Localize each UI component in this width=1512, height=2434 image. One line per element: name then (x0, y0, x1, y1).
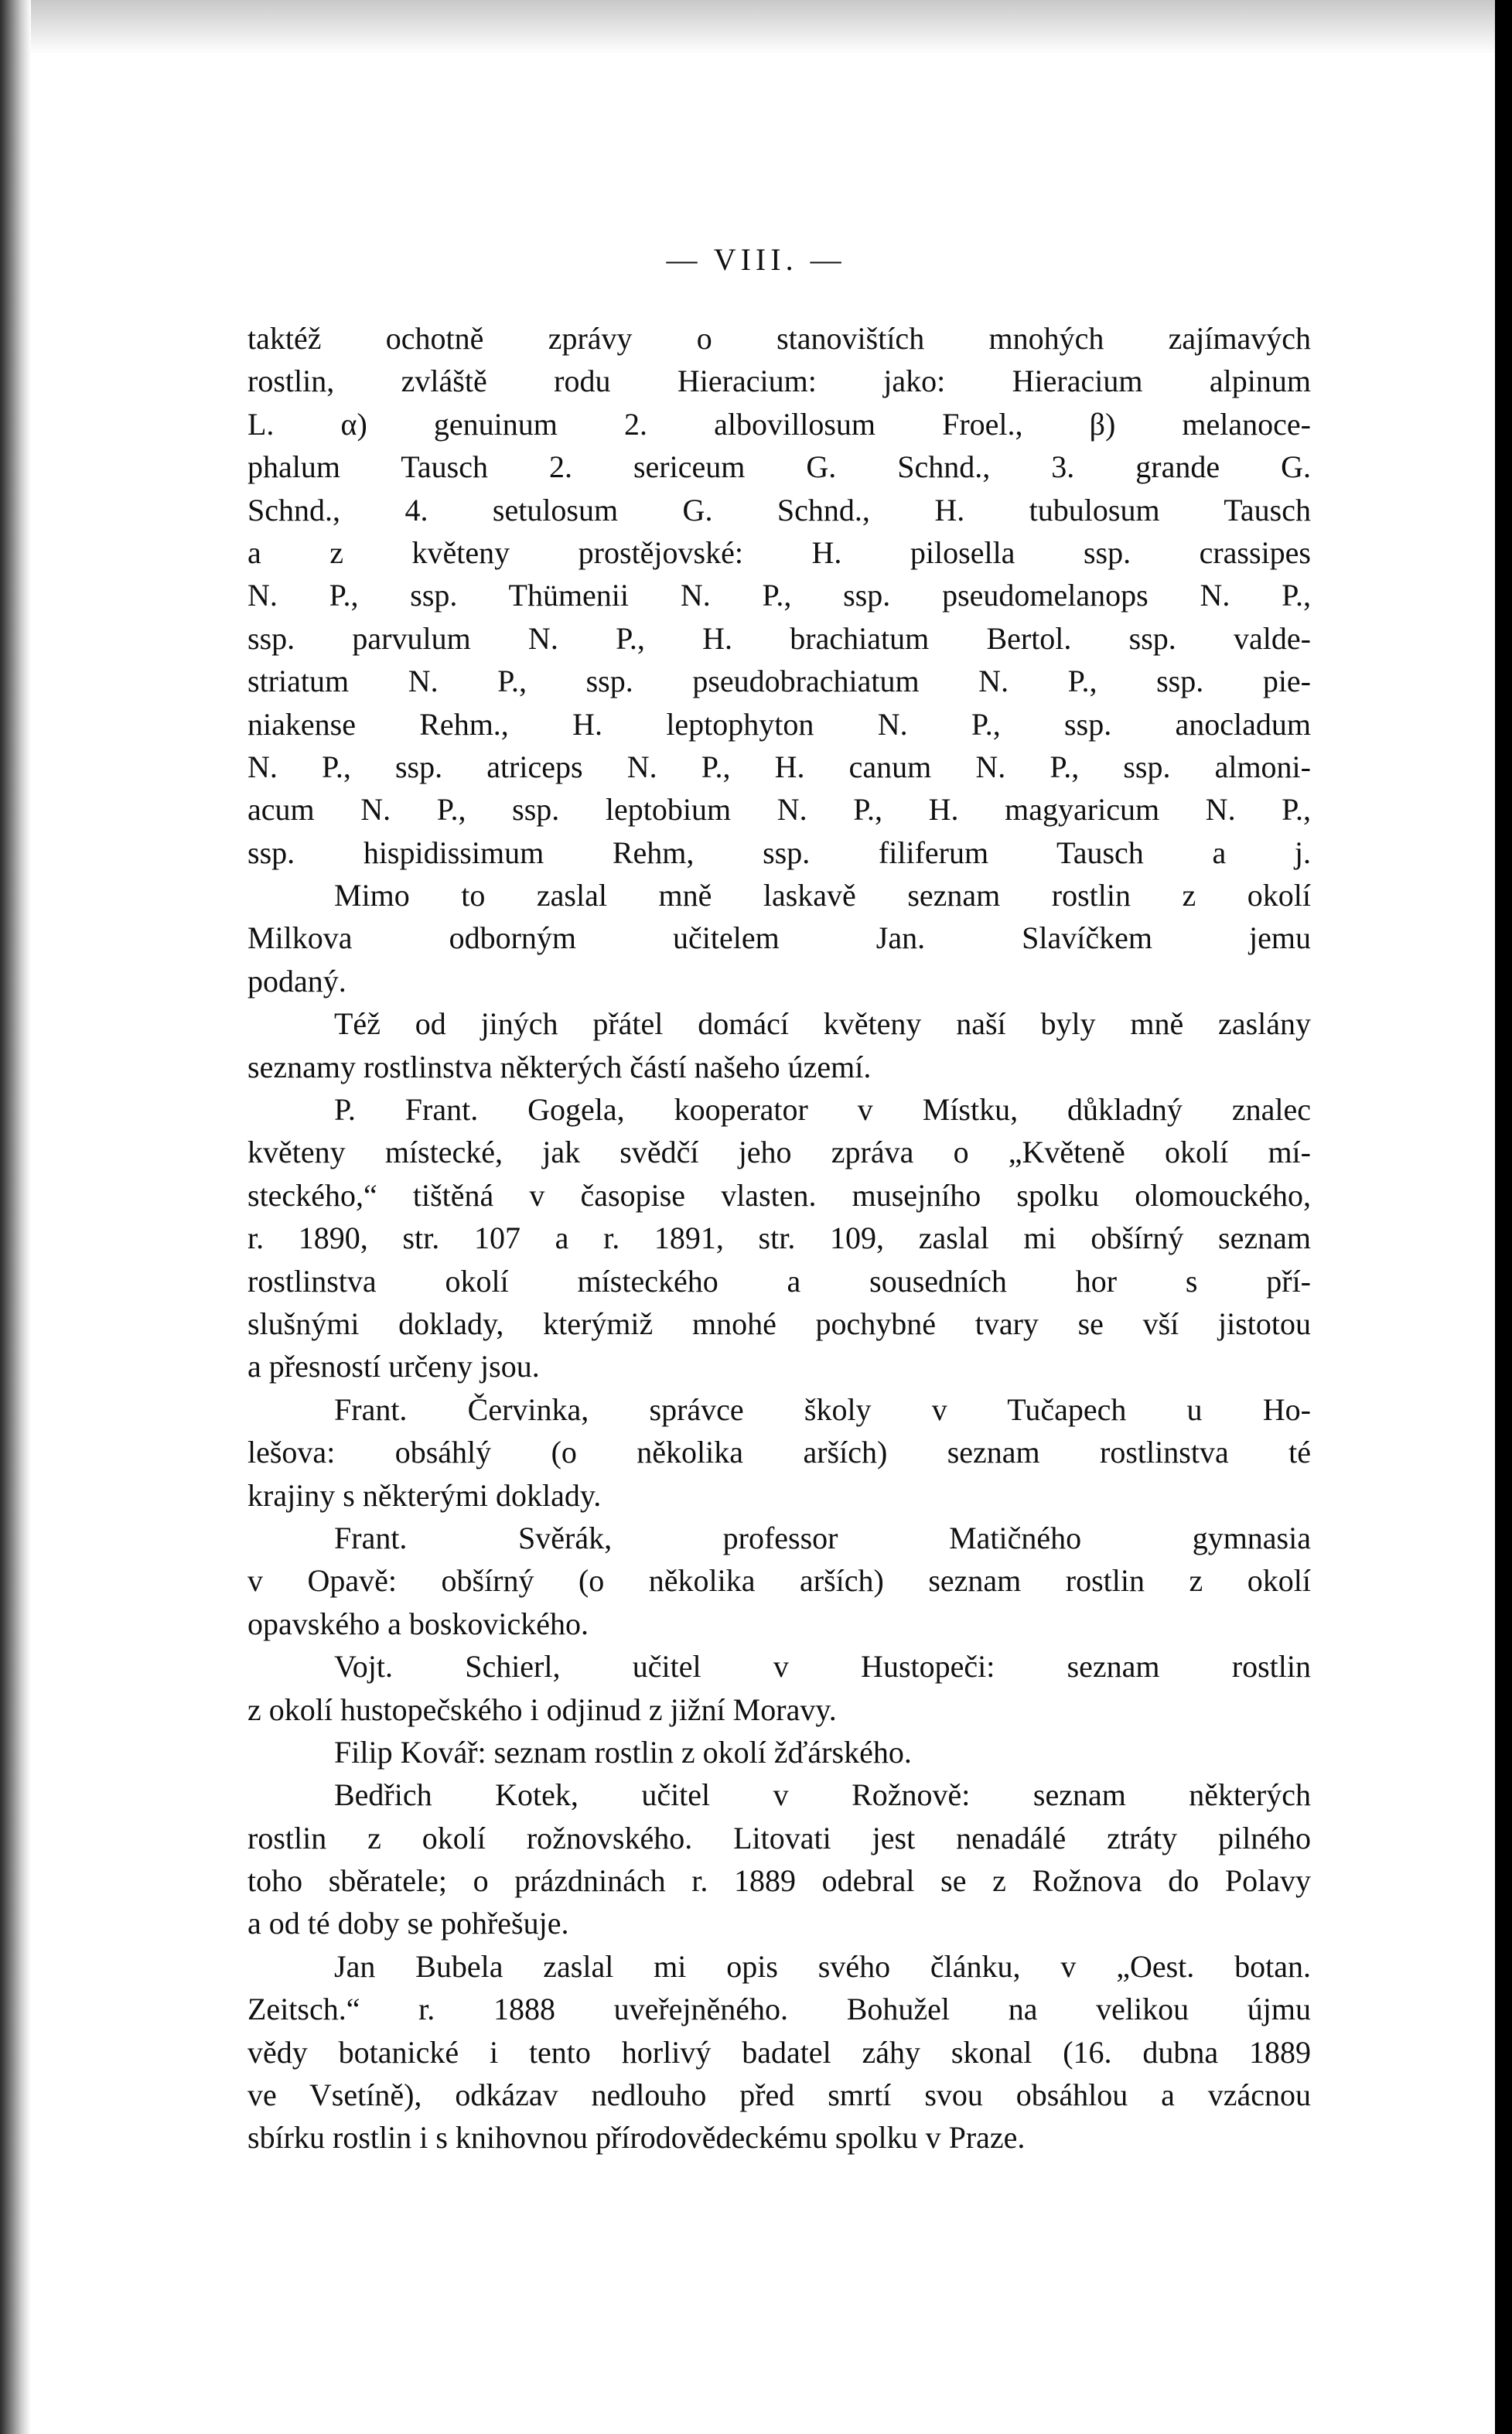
text-line: rostlin z okolí rožnovského. Litovati jest nenadálé ztráty pilného (247, 1820, 1311, 1855)
text-line: acum N. P., ssp. leptobium N. P., H. magyaricum N. P., (247, 792, 1311, 828)
text-line: L. α) genuinum 2. albovillosum Froel., β) melanoce- (247, 406, 1311, 442)
text-line: ssp. hispidissimum Rehm, ssp. filiferum Tausch a j. (247, 835, 1311, 870)
text-line: rostlin, zvláště rodu Hieracium: jako: Hieracium alpinum (247, 364, 1311, 399)
text-line: Schnd., 4. setulosum G. Schnd., H. tubulosum Tausch (247, 492, 1311, 527)
text-line: Bedřich Kotek, učitel v Rožnově: seznam některých (334, 1777, 1311, 1813)
text-line: a od té doby se pohřešuje. (247, 1906, 569, 1941)
text-line: sbírku rostlin i s knihovnou přírodovědeckému spolku v Praze. (247, 2120, 1026, 2156)
text-line: Mimo to zaslal mně laskavě seznam rostlin z okolí (334, 878, 1311, 913)
text-line: rostlinstva okolí místeckého a sousedních hor s pří- (247, 1263, 1311, 1299)
text-line: podaný. (247, 963, 346, 999)
scan-shadow-left (0, 0, 31, 2434)
text-line: a z květeny prostějovské: H. pilosella ssp. crassipes (247, 534, 1311, 570)
scan-shadow-top (0, 0, 1512, 54)
text-line: lešova: obsáhlý (o několika arších) seznam rostlinstva té (247, 1435, 1311, 1470)
text-line: z okolí hustopečského i odjinud z jižní Moravy. (247, 1692, 837, 1727)
text-line: r. 1890, str. 107 a r. 1891, str. 109, zaslal mi obšírný seznam (247, 1220, 1311, 1256)
text-line: Frant. Svěrák, professor Matičného gymnasia (334, 1520, 1311, 1555)
text-line: Vojt. Schierl, učitel v Hustopeči: seznam rostlin (334, 1649, 1311, 1685)
text-line: Milkova odborným učitelem Jan. Slavíčkem jemu (247, 920, 1311, 956)
text-line: phalum Tausch 2. sericeum G. Schnd., 3. grande G. (247, 449, 1311, 485)
text-line: toho sběratele; o prázdninách r. 1889 odebral se z Rožnova do Polavy (247, 1863, 1311, 1899)
text-line: a přesností určeny jsou. (247, 1349, 540, 1384)
text-line: krajiny s některými doklady. (247, 1477, 602, 1513)
text-line: niakense Rehm., H. leptophyton N. P., ssp. anocladum (247, 706, 1311, 742)
page-number: — VIII. — (666, 242, 846, 277)
text-line: opavského a boskovického. (247, 1606, 589, 1641)
text-line: steckého,“ tištěná v časopise vlasten. musejního spolku olomouckého, (247, 1177, 1311, 1213)
text-line: N. P., ssp. Thümenii N. P., ssp. pseudomelanops N. P., (247, 578, 1311, 613)
scan-edge-right (1495, 0, 1512, 2434)
text-line: N. P., ssp. atriceps N. P., H. canum N. P., ssp. almoni- (247, 749, 1311, 784)
text-line: ssp. parvulum N. P., H. brachiatum Bertol. ssp. valde- (247, 620, 1311, 656)
text-line: taktéž ochotně zprávy o stanovištích mnohých zajímavých (247, 321, 1311, 356)
text-line: květeny místecké, jak svědčí jeho zpráva o „Květeně okolí mí- (247, 1135, 1311, 1170)
text-line: slušnými doklady, kterýmiž mnohé pochybné tvary se vší jistotou (247, 1306, 1311, 1341)
text-line: v Opavě: obšírný (o několika arších) seznam rostlin z okolí (247, 1563, 1311, 1599)
text-line: vědy botanické i tento horlivý badatel záhy skonal (16. dubna 1889 (247, 2034, 1311, 2070)
text-line: Jan Bubela zaslal mi opis svého článku, v „Oest. botan. (334, 1948, 1311, 1984)
text-line: Též od jiných přátel domácí květeny naší byly mně zaslány (334, 1006, 1311, 1042)
text-line: P. Frant. Gogela, kooperator v Místku, důkladný znalec (334, 1092, 1311, 1128)
body-text (247, 317, 1311, 2159)
text-line: striatum N. P., ssp. pseudobrachiatum N. P., ssp. pie- (247, 664, 1311, 699)
text-line: Filip Kovář: seznam rostlin z okolí žďárského. (334, 1734, 912, 1770)
text-line: ve Vsetíně), odkázav nedlouho před smrtí svou obsáhlou a vzácnou (247, 2077, 1311, 2113)
text-line: Frant. Červinka, správce školy v Tučapech u Ho- (334, 1391, 1311, 1427)
text-line: seznamy rostlinstva některých částí našeho území. (247, 1049, 872, 1084)
text-line: Zeitsch.“ r. 1888 uveřejněného. Bohužel na velikou újmu (247, 1992, 1311, 2027)
